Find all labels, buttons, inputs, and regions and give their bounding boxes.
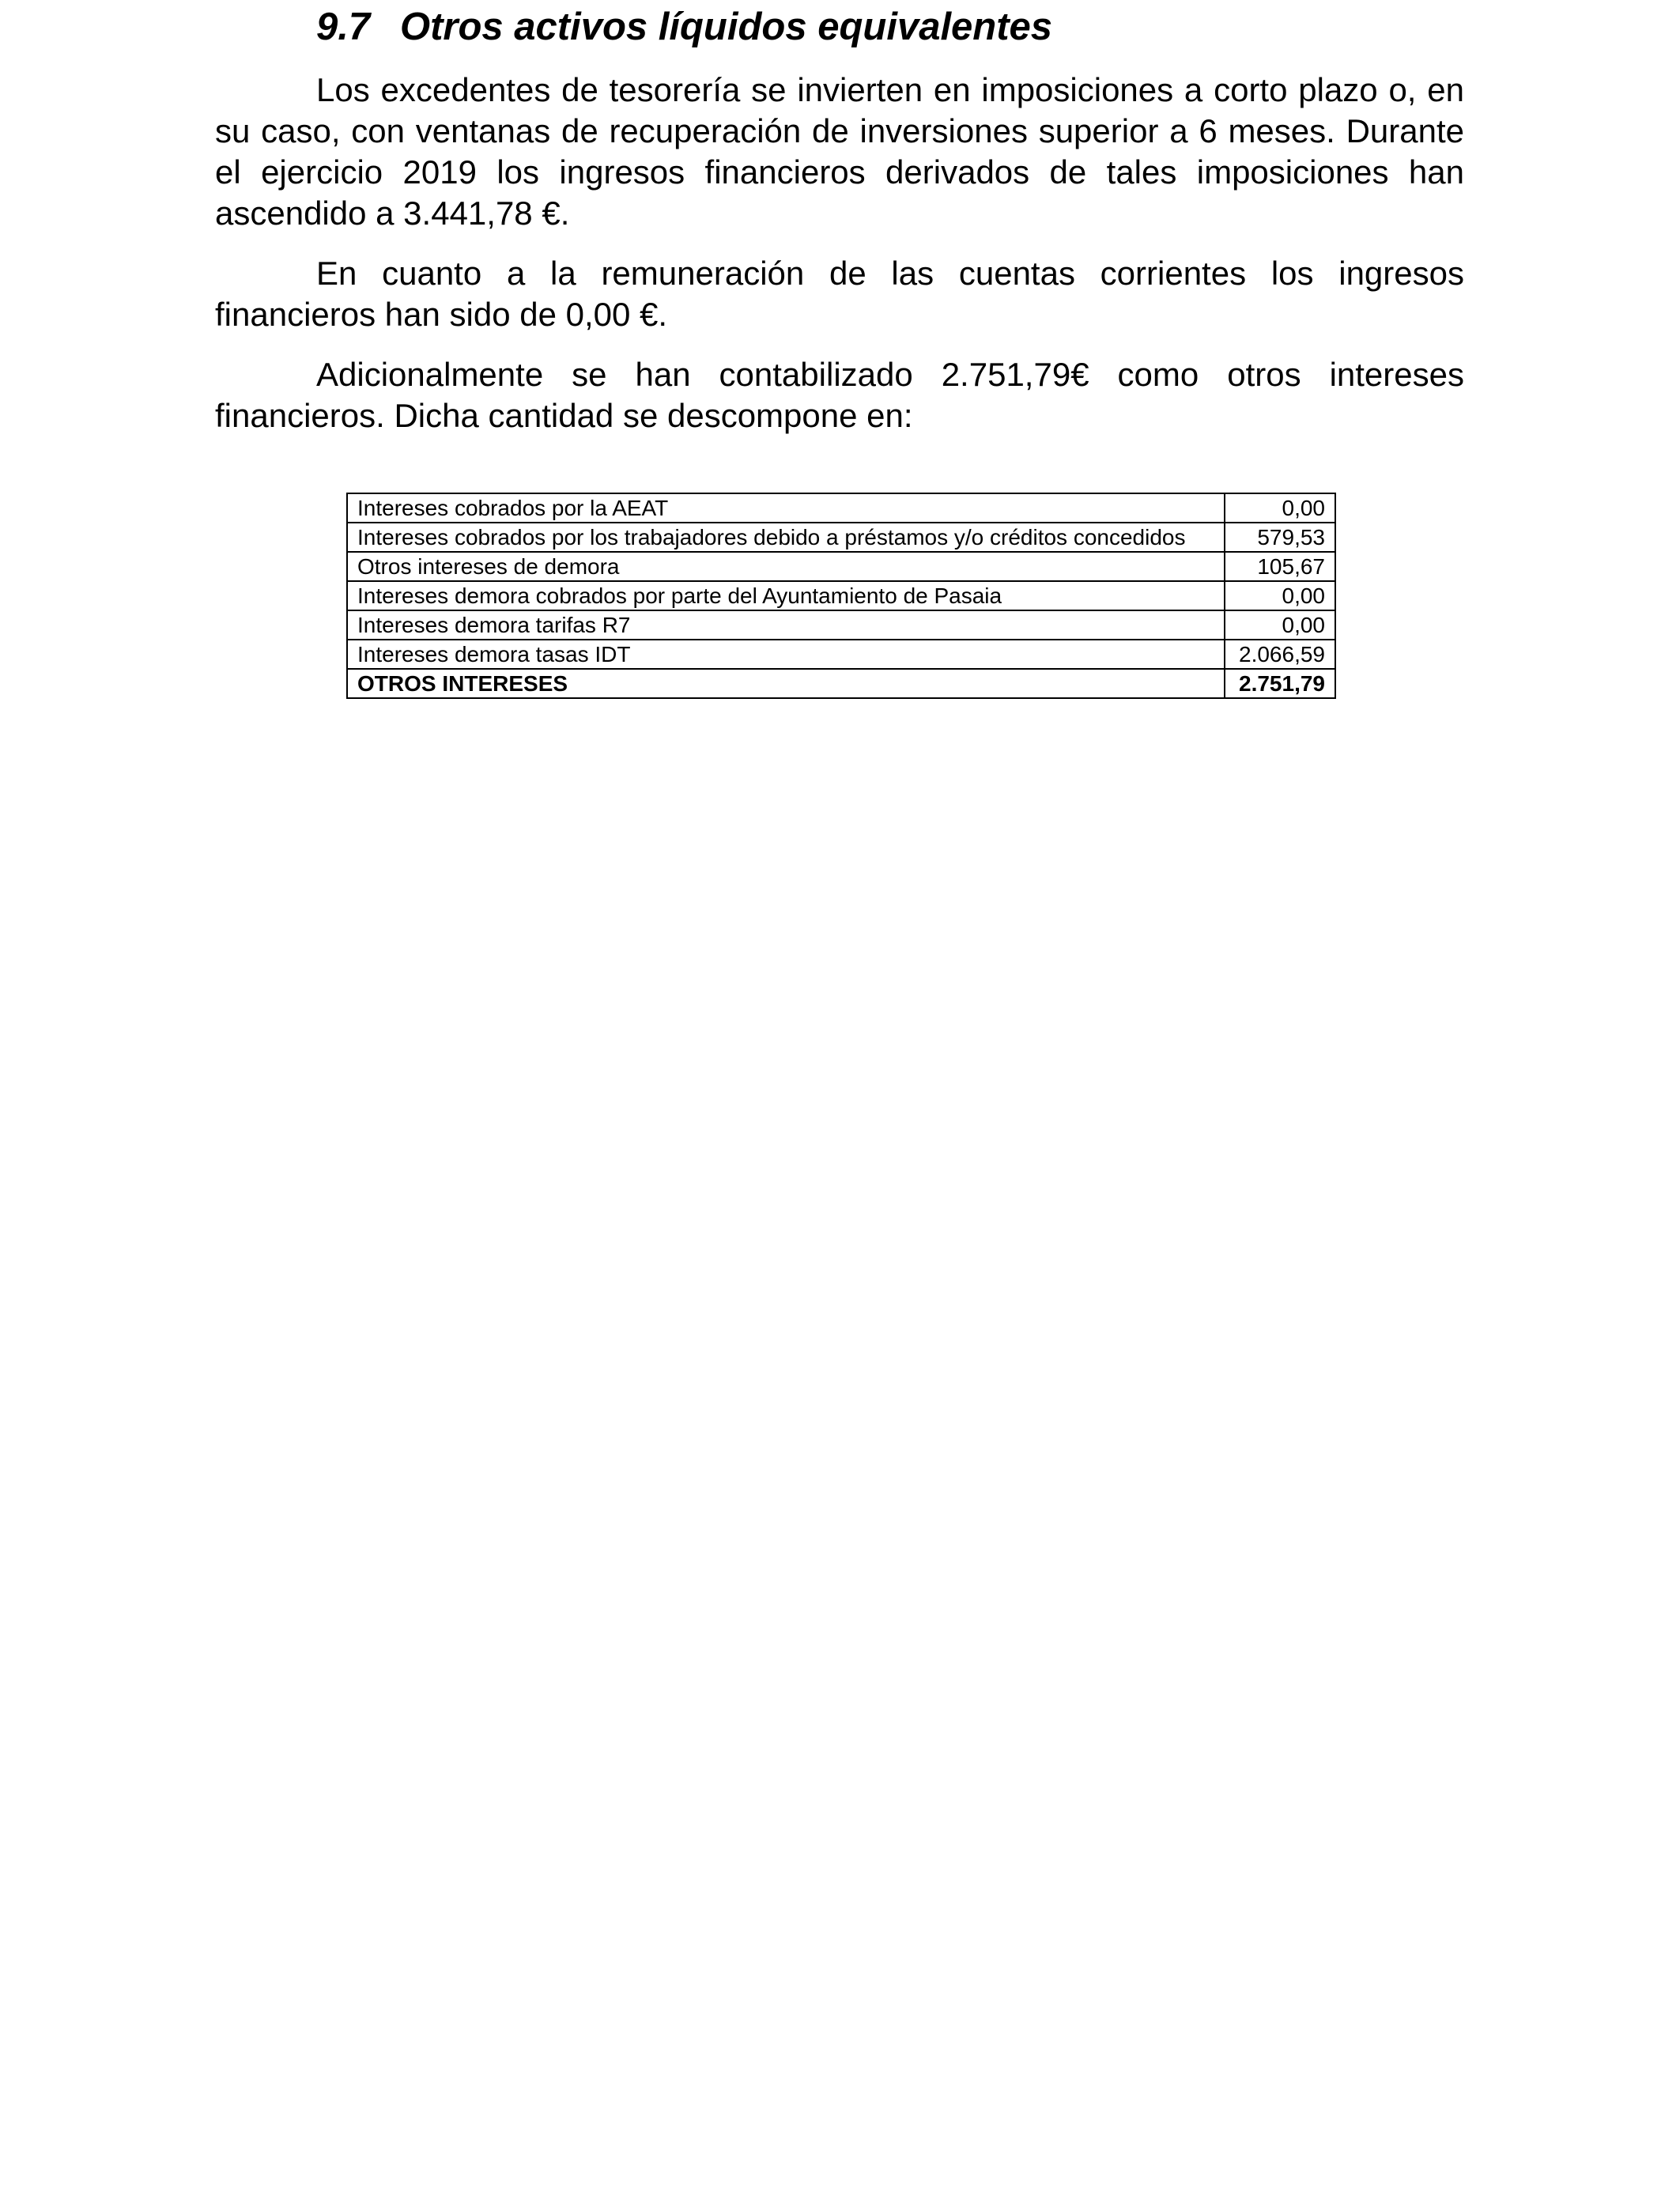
row-concept: Otros intereses de demora [347, 552, 1225, 581]
row-amount: 579,53 [1225, 523, 1335, 552]
table-row [347, 640, 1335, 669]
interest-breakdown-table [346, 493, 1336, 699]
section-heading [316, 2, 1052, 52]
table-total-row [347, 669, 1335, 698]
total-amount: 2.751,79 [1225, 669, 1335, 698]
paragraph-other-interest: Adicionalmente se han contabilizado 2.751,79€ como otros intereses financieros. Dicha cantidad se descompone en: [215, 356, 1464, 434]
row-concept: Intereses demora tarifas R7 [347, 610, 1225, 640]
table-row [347, 523, 1335, 552]
table-row [347, 610, 1335, 640]
paragraph-current-accounts: En cuanto a la remuneración de las cuentas corrientes los ingresos financieros han sido de 0,00 €. [215, 255, 1464, 333]
row-amount: 0,00 [1225, 610, 1335, 640]
table-row [347, 552, 1335, 581]
row-amount: 0,00 [1225, 493, 1335, 523]
table-row [347, 581, 1335, 610]
section-title: Otros activos líquidos equivalentes [400, 6, 1053, 48]
row-amount: 0,00 [1225, 581, 1335, 610]
row-concept: Intereses cobrados por los trabajadores debido a préstamos y/o créditos concedidos [347, 523, 1225, 552]
row-concept: Intereses cobrados por la AEAT [347, 493, 1225, 523]
paragraph-treasury-surplus: Los excedentes de tesorería se invierten en imposiciones a corto plazo o, en su caso, con ventanas de recuperación de inversiones superior a 6 meses. Durante el ejercicio 2019 los ingresos financieros derivados de tales imposiciones han ascendido a 3.441,78 €. [215, 71, 1464, 232]
row-concept: Intereses demora cobrados por parte del Ayuntamiento de Pasaia [347, 581, 1225, 610]
row-concept: Intereses demora tasas IDT [347, 640, 1225, 669]
table-row [347, 493, 1335, 523]
section-number: 9.7 [316, 6, 371, 48]
row-amount: 2.066,59 [1225, 640, 1335, 669]
total-concept: OTROS INTERESES [347, 669, 1225, 698]
row-amount: 105,67 [1225, 552, 1335, 581]
interest-breakdown-table-wrapper [346, 493, 1336, 699]
